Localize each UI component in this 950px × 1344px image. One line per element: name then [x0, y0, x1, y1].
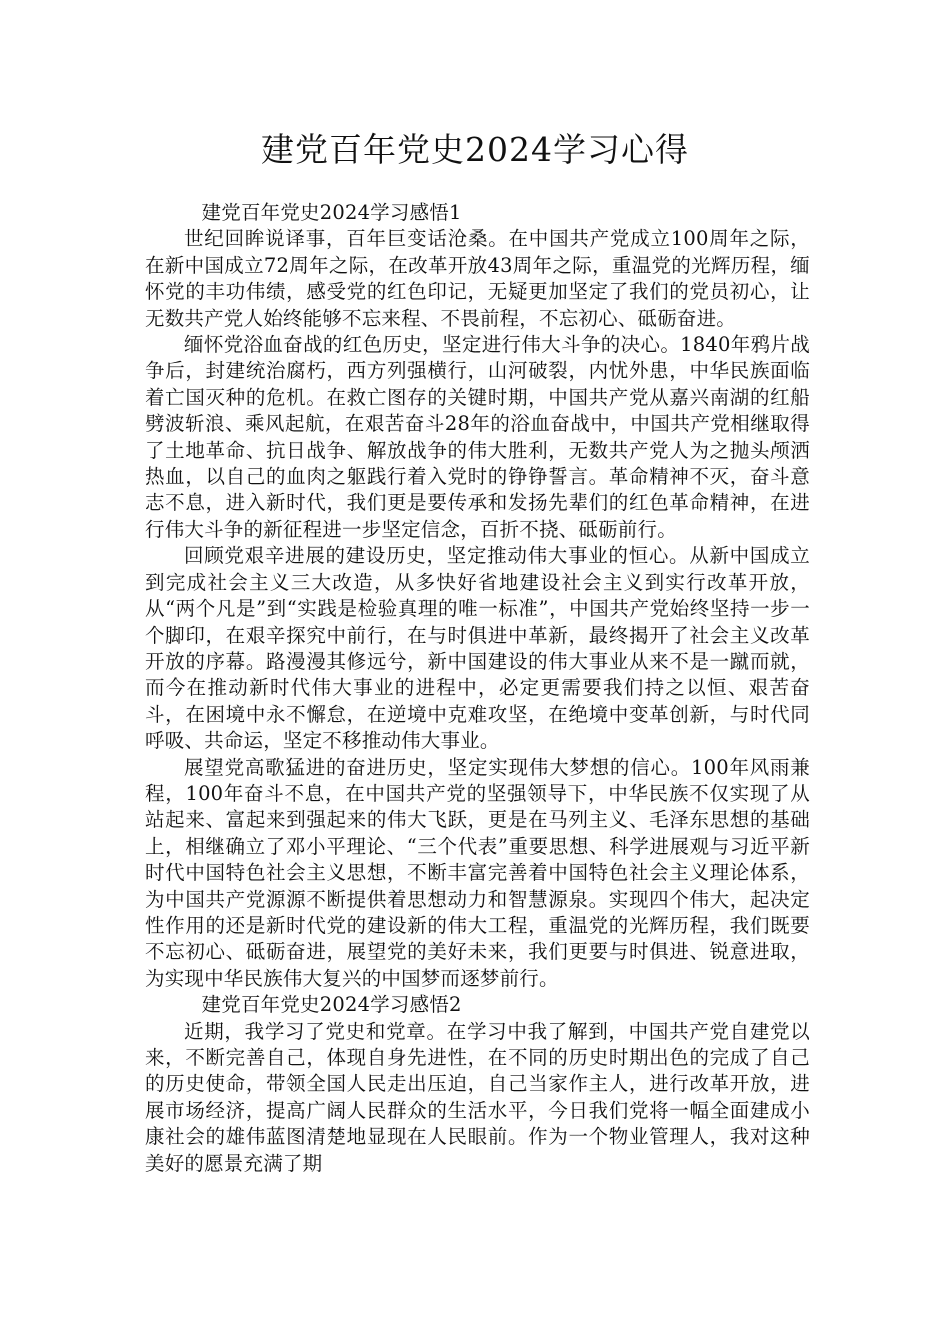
paragraph: 展望党高歌猛进的奋进历史，坚定实现伟大梦想的信心。100年风雨兼程，100年奋斗不息，在中国共产党的坚强领导下，中华民族不仅实现了从站起来、富起来到强起来的伟大飞跃，更是在马列主义、毛泽东思想的基础上，相继确立了邓小平理论、“三个代表”重要思想、科学进展观与习近平新时代中国特色社会主义思想，不断丰富完善着中国特色社会主义理论体系，为中国共产党源源不断提供着思想动力和智慧源泉。实现四个伟大，起决定性作用的还是新时代党的建设新的伟大工程，重温党的光辉历程，我们既要不忘初心、砥砺奋进，展望党的美好未来，我们更要与时俱进、锐意进取，为实现中华民族伟大复兴的中国梦而逐梦前行。	[145, 755, 810, 990]
paragraph: 近期，我学习了党史和党章。在学习中我了解到，中国共产党自建党以来，不断完善自己，体现自身先进性，在不同的历史时期出色的完成了自己的历史使命，带领全国人民走出压迫，自己当家作主人，进行改革开放，进展市场经济，提高广阔人民群众的生活水平，今日我们党将一幅全面建成小康社会的雄伟蓝图清楚地显现在人民眼前。作为一个物业管理人，我对这种美好的愿景充满了期	[145, 1019, 810, 1175]
document-title: 建党百年党史2024学习心得	[261, 130, 689, 169]
document-body	[145, 200, 810, 1177]
section-heading-2: 建党百年党史2024学习感悟2	[201, 993, 462, 1017]
section-heading-1: 建党百年党史2024学习感悟1	[201, 201, 462, 224]
paragraph: 世纪回眸说译事，百年巨变话沧桑。在中国共产党成立100周年之际，在新中国成立72周年之际，在改革开放43周年之际，重温党的光辉历程，缅怀党的丰功伟绩，感受党的红色印记，无疑更加坚定了我们的党员初心，让无数共产党人始终能够不忘来程、不畏前程，不忘初心、砥砺奋进。	[145, 227, 810, 330]
paragraph: 回顾党艰辛进展的建设历史，坚定推动伟大事业的恒心。从新中国成立到完成社会主义三大改造，从多快好省地建设社会主义到实行改革开放，从“两个凡是”到“实践是检验真理的唯一标准”，中国共产党始终坚持一步一个脚印，在艰辛探究中前行，在与时俱进中革新，最终揭开了社会主义改革开放的序幕。路漫漫其修远兮，新中国建设的伟大事业从来不是一蹴而就，而今在推动新时代伟大事业的进程中，必定更需要我们持之以恒、艰苦奋斗，在困境中永不懈怠，在逆境中克难攻坚，在绝境中变革创新，与时代同呼吸、共命运，坚定不移推动伟大事业。	[145, 544, 810, 753]
paragraph: 缅怀党浴血奋战的红色历史，坚定进行伟大斗争的决心。1840年鸦片战争后，封建统治腐朽，西方列强横行，山河破裂，内忧外患，中华民族面临着亡国灭种的危机。在救亡图存的关键时期，中国共产党从嘉兴南湖的红船劈波斩浪、乘风起航，在艰苦奋斗28年的浴血奋战中，中国共产党相继取得了土地革命、抗日战争、解放战争的伟大胜利，无数共产党人为之抛头颅洒热血，以自己的血肉之躯践行着入党时的铮铮誓言。革命精神不灭，奋斗意志不息，进入新时代，我们更是要传承和发扬先辈们的红色革命精神，在进行伟大斗争的新征程进一步坚定信念，百折不挠、砥砺前行。	[145, 333, 810, 541]
